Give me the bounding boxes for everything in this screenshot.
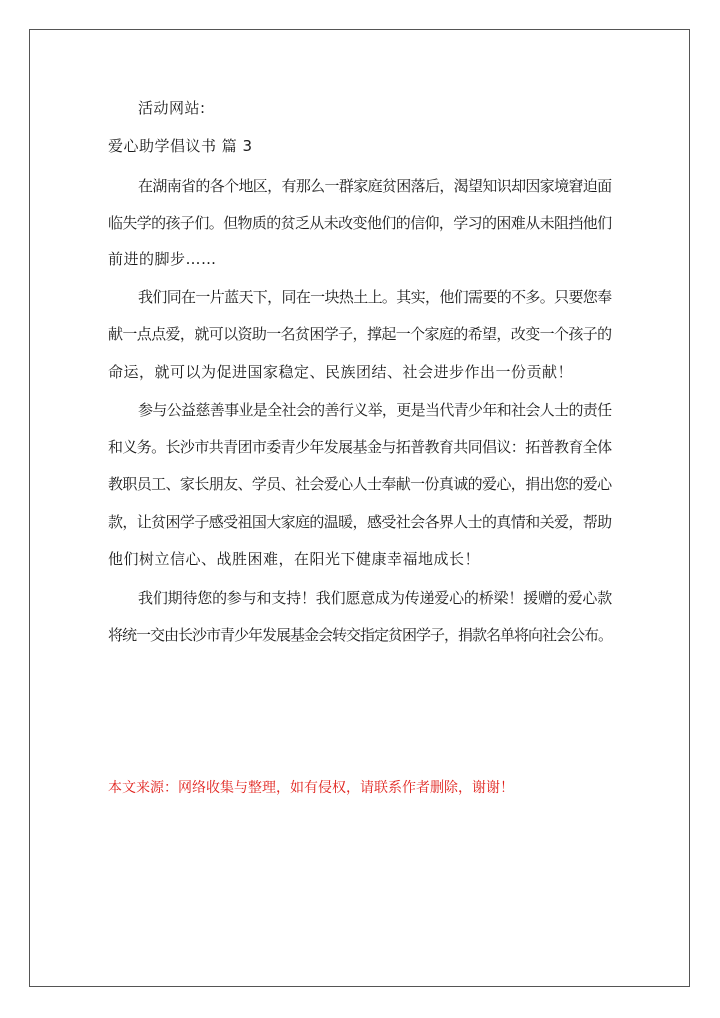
paragraph-3-line-4: 款，让贫困学子感受祖国大家庭的温暖，感受社会各界人士的真情和关爱，帮助 — [108, 513, 612, 531]
paragraph-2-line-1: 我们同在一片蓝天下，同在一块热土上。其实，他们需要的不多。只要您奉 — [138, 288, 612, 306]
paragraph-4-line-1: 我们期待您的参与和支持！我们愿意成为传递爱心的桥梁！援赠的爱心款 — [138, 589, 613, 607]
section-title: 爱心助学倡议书 篇 3 — [108, 137, 253, 155]
paragraph-2-line-2: 献一点点爱，就可以资助一名贫困学子，撑起一个家庭的希望，改变一个孩子的 — [108, 325, 612, 343]
source-note: 本文来源：网络收集与整理，如有侵权，请联系作者删除，谢谢！ — [108, 780, 514, 796]
paragraph-3-line-2: 和义务。长沙市共青团市委青少年发展基金与拓普教育共同倡议：拓普教育全体 — [108, 438, 612, 456]
paragraph-1-line-2: 临失学的孩子们。但物质的贫乏从未改变他们的信仰，学习的困难从未阻挡他们 — [108, 214, 612, 232]
paragraph-4-line-2: 将统一交由长沙市青少年发展基金会转交指定贫困学子，捐款名单将向社会公布。 — [108, 626, 613, 644]
paragraph-3-line-5: 他们树立信心、战胜困难，在阳光下健康幸福地成长！ — [108, 550, 481, 568]
paragraph-3-line-3: 教职员工、家长朋友、学员、社会爱心人士奉献一份真诚的爱心，捐出您的爱心 — [108, 475, 612, 493]
paragraph-2-line-3: 命运，就可以为促进国家稳定、民族团结、社会进步作出一份贡献！ — [108, 363, 574, 381]
document-page — [29, 29, 690, 987]
activity-site-label: 活动网站: — [138, 99, 206, 117]
paragraph-3-line-1: 参与公益慈善事业是全社会的善行义举，更是当代青少年和社会人士的责任 — [138, 401, 612, 419]
paragraph-1-line-3: 前进的脚步…… — [108, 250, 217, 268]
paragraph-1-line-1: 在湖南省的各个地区，有那么一群家庭贫困落后，渴望知识却因家境窘迫面 — [138, 177, 612, 195]
